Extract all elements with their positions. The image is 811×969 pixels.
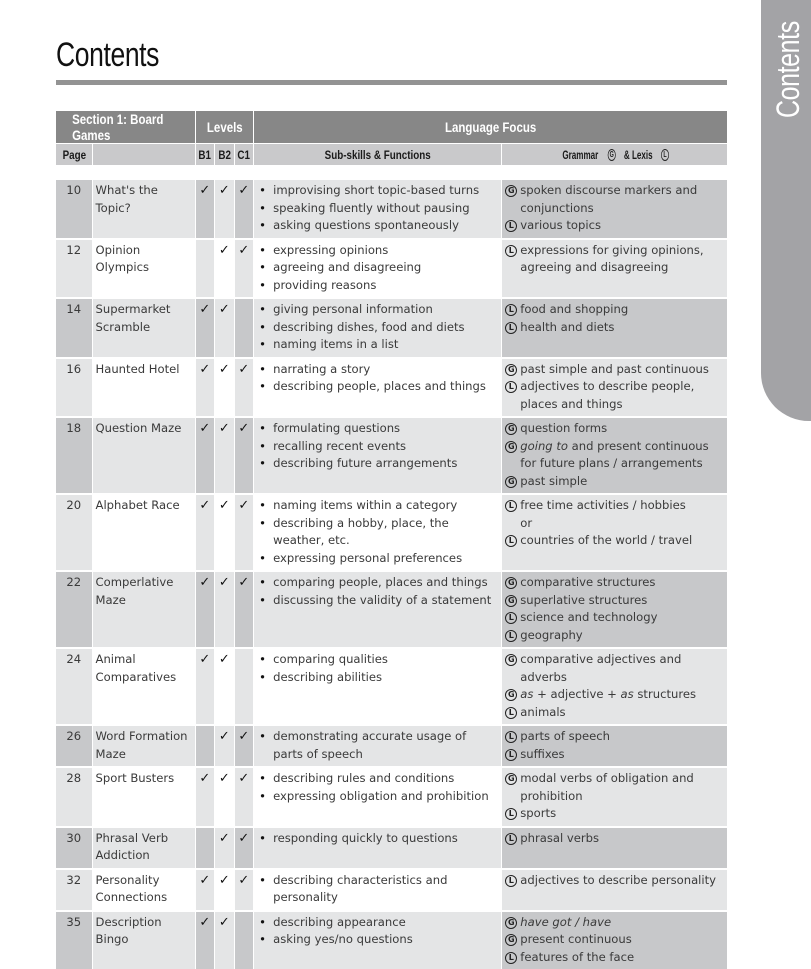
grammar-lexis-cell — [502, 869, 727, 911]
level-c1-cell — [234, 911, 254, 969]
grammar-mark-icon: G — [505, 423, 517, 435]
grammar-item: G as + adjective + as structures — [505, 686, 724, 704]
grammar-mark-icon: G — [505, 595, 517, 607]
lexis-item: L geography — [505, 627, 724, 645]
level-c1-cell — [234, 239, 254, 299]
page-number: 20 — [56, 494, 92, 571]
header-gap — [56, 166, 727, 179]
checkmark-icon: ✓ — [199, 183, 210, 198]
lexis-item: L countries of the world / travel — [505, 532, 724, 550]
subskill-item: • naming items in a list — [273, 336, 498, 354]
subskill-item: • comparing people, places and things — [273, 574, 498, 592]
level-b1-cell — [195, 239, 215, 299]
lexis-mark-icon: L — [505, 220, 517, 232]
grammar-lexis-cell — [502, 494, 727, 571]
lexis-item: L features of the face — [505, 949, 724, 967]
subskill-item: • expressing opinions — [273, 242, 498, 260]
subskills-cell — [254, 417, 502, 494]
table-row — [56, 494, 727, 571]
lexis-item: L health and diets — [505, 319, 724, 337]
grammar-item: G comparative structures — [505, 574, 724, 592]
checkmark-icon: ✓ — [219, 873, 230, 888]
subskill-item: • describing abilities — [273, 669, 498, 687]
b2-column-header: B2 — [215, 144, 235, 167]
c1-column-header: C1 — [234, 144, 254, 167]
level-b2-cell — [215, 179, 235, 239]
lexis-item: L food and shopping — [505, 301, 724, 319]
checkmark-icon: ✓ — [219, 575, 230, 590]
page-number: 35 — [56, 911, 92, 969]
subskills-cell — [254, 494, 502, 571]
grammar-item: G spoken discourse markers and conjunctions — [505, 182, 724, 217]
table-row — [56, 648, 727, 725]
lexis-mark-icon: L — [505, 875, 517, 887]
table-row — [56, 767, 727, 827]
checkmark-icon: ✓ — [238, 421, 249, 436]
checkmark-icon: ✓ — [219, 302, 230, 317]
lexis-item: L science and technology — [505, 609, 724, 627]
lexis-mark-icon: L — [661, 149, 669, 161]
level-b2-cell — [215, 648, 235, 725]
table-row — [56, 827, 727, 869]
subskill-item: • describing future arrangements — [273, 455, 498, 473]
checkmark-icon: ✓ — [219, 729, 230, 744]
subskill-item: • improvising short topic-based turns — [273, 182, 498, 200]
lexis-mark-icon: L — [505, 749, 517, 761]
grammar-lexis-cell — [502, 239, 727, 299]
table-row — [56, 179, 727, 239]
level-c1-cell — [234, 358, 254, 418]
side-tab-label — [770, 68, 807, 118]
lexis-mark-icon: L — [505, 630, 517, 642]
grammar-lexis-cell — [502, 298, 727, 358]
grammar-mark-icon: G — [505, 364, 517, 376]
table-row — [56, 571, 727, 648]
header-row-main — [56, 111, 727, 144]
table-row — [56, 358, 727, 418]
subskill-item: • recalling recent events — [273, 438, 498, 456]
lexis-item: L animals — [505, 704, 724, 722]
checkmark-icon: ✓ — [219, 831, 230, 846]
page-number: 12 — [56, 239, 92, 299]
subskill-item: • agreeing and disagreeing — [273, 259, 498, 277]
lexis-mark-icon: L — [505, 304, 517, 316]
page-number: 32 — [56, 869, 92, 911]
subskill-item: • describing characteristics and personality — [273, 872, 498, 907]
header-row-sub — [56, 144, 727, 167]
checkmark-icon: ✓ — [199, 362, 210, 377]
checkmark-icon: ✓ — [219, 915, 230, 930]
lexis-mark-icon: L — [505, 612, 517, 624]
grammar-lexis-cell — [502, 571, 727, 648]
lexis-mark-icon: L — [505, 381, 517, 393]
level-b1-cell — [195, 417, 215, 494]
subskills-cell — [254, 911, 502, 969]
lexis-item: L parts of speech — [505, 728, 724, 746]
level-b2-cell — [215, 911, 235, 969]
page-column-header: Page — [56, 144, 92, 167]
checkmark-icon: ✓ — [219, 498, 230, 513]
checkmark-icon: ✓ — [199, 421, 210, 436]
grammar-lexis-cell — [502, 911, 727, 969]
level-b2-cell — [215, 358, 235, 418]
grammar-mark-icon: G — [607, 149, 615, 161]
activity-title: Word Formation Maze — [92, 725, 195, 767]
subskills-cell — [254, 298, 502, 358]
grammar-mark-icon: G — [505, 654, 517, 666]
levels-header: Levels — [195, 111, 254, 144]
lexis-item: L adjectives to describe personality — [505, 872, 724, 890]
grammar-lexis-cell — [502, 767, 727, 827]
activity-title: Description Bingo — [92, 911, 195, 969]
page-number: 14 — [56, 298, 92, 358]
grammar-item: G past simple and past continuous — [505, 361, 724, 379]
grammar-mark-icon: G — [505, 917, 517, 929]
subskills-column-header: Sub-skills & Functions — [254, 144, 502, 167]
lexis-mark-icon: L — [505, 952, 517, 964]
level-b1-cell — [195, 725, 215, 767]
lexis-mark-icon: L — [505, 500, 517, 512]
subskill-item: • describing people, places and things — [273, 378, 498, 396]
level-c1-cell — [234, 571, 254, 648]
subskills-cell — [254, 358, 502, 418]
grammar-lexis-cell — [502, 179, 727, 239]
activity-title: Haunted Hotel — [92, 358, 195, 418]
table-row — [56, 869, 727, 911]
lexis-mark-icon: L — [505, 707, 517, 719]
lexis-mark-icon: L — [505, 808, 517, 820]
contents-rows — [56, 179, 727, 969]
checkmark-icon: ✓ — [199, 915, 210, 930]
checkmark-icon: ✓ — [199, 771, 210, 786]
grammar-item: G present continuous — [505, 931, 724, 949]
table-row — [56, 239, 727, 299]
activity-title: Supermarket Scramble — [92, 298, 195, 358]
page-title: Contents — [56, 36, 159, 75]
checkmark-icon: ✓ — [238, 729, 249, 744]
lexis-mark-icon: L — [505, 731, 517, 743]
lexis-item: L expressions for giving opinions, agreeing and disagreeing — [505, 242, 724, 277]
subskill-item: • asking yes/no questions — [273, 931, 498, 949]
grammar-lexis-cell — [502, 358, 727, 418]
level-b1-cell — [195, 494, 215, 571]
lexis-mark-icon: L — [505, 322, 517, 334]
checkmark-icon: ✓ — [199, 302, 210, 317]
grammar-mark-icon: G — [505, 934, 517, 946]
checkmark-icon: ✓ — [199, 575, 210, 590]
subskill-item: • narrating a story — [273, 361, 498, 379]
level-b2-cell — [215, 571, 235, 648]
subskill-item: • expressing personal preferences — [273, 550, 498, 568]
grammar-item: G question forms — [505, 420, 724, 438]
subskills-cell — [254, 571, 502, 648]
grammar-lexis-cell — [502, 648, 727, 725]
level-b1-cell — [195, 767, 215, 827]
subskill-item: • formulating questions — [273, 420, 498, 438]
level-b1-cell — [195, 911, 215, 969]
b1-column-header: B1 — [195, 144, 215, 167]
subskills-cell — [254, 725, 502, 767]
activity-title: Question Maze — [92, 417, 195, 494]
table-row — [56, 298, 727, 358]
activity-title: What's the Topic? — [92, 179, 195, 239]
subskill-item: • giving personal information — [273, 301, 498, 319]
page-number: 16 — [56, 358, 92, 418]
subskill-item: • describing rules and conditions — [273, 770, 498, 788]
checkmark-icon: ✓ — [238, 831, 249, 846]
subskill-item: • comparing qualities — [273, 651, 498, 669]
page-number: 10 — [56, 179, 92, 239]
activity-title: Sport Busters — [92, 767, 195, 827]
lexis-item: L various topics — [505, 217, 724, 235]
grammar-mark-icon: G — [505, 689, 517, 701]
lexis-mark-icon: L — [505, 245, 517, 257]
level-b1-cell — [195, 648, 215, 725]
checkmark-icon: ✓ — [199, 652, 210, 667]
subskill-item: • describing appearance — [273, 914, 498, 932]
checkmark-icon: ✓ — [238, 362, 249, 377]
lexis-item: L phrasal verbs — [505, 830, 724, 848]
checkmark-icon: ✓ — [238, 498, 249, 513]
activity-title: Alphabet Race — [92, 494, 195, 571]
page-number: 24 — [56, 648, 92, 725]
checkmark-icon: ✓ — [238, 771, 249, 786]
lexis-mark-icon: L — [505, 535, 517, 547]
page-number: 22 — [56, 571, 92, 648]
checkmark-icon: ✓ — [219, 421, 230, 436]
table-row — [56, 725, 727, 767]
checkmark-icon: ✓ — [219, 243, 230, 258]
checkmark-icon: ✓ — [238, 183, 249, 198]
level-b1-cell — [195, 179, 215, 239]
level-b1-cell — [195, 298, 215, 358]
subskills-cell — [254, 869, 502, 911]
language-focus-header: Language Focus — [254, 111, 727, 144]
level-c1-cell — [234, 298, 254, 358]
lexis-item: L free time activities / hobbies — [505, 497, 724, 515]
table-row — [56, 911, 727, 969]
checkmark-icon: ✓ — [219, 362, 230, 377]
level-c1-cell — [234, 767, 254, 827]
grammar-item: G going to and present continuous for future plans / arrangements — [505, 438, 724, 473]
checkmark-icon: ✓ — [238, 243, 249, 258]
grammar-lexis-cell — [502, 417, 727, 494]
level-c1-cell — [234, 179, 254, 239]
checkmark-icon: ✓ — [219, 652, 230, 667]
subskill-item: • responding quickly to questions — [273, 830, 498, 848]
level-b2-cell — [215, 827, 235, 869]
grammar-mark-icon: G — [505, 577, 517, 589]
activity-title: Opinion Olympics — [92, 239, 195, 299]
subskill-item: • expressing obligation and prohibition — [273, 788, 498, 806]
subskills-cell — [254, 767, 502, 827]
subskills-cell — [254, 648, 502, 725]
level-b1-cell — [195, 869, 215, 911]
contents-table — [56, 111, 727, 969]
checkmark-icon: ✓ — [199, 873, 210, 888]
activity-title: Phrasal Verb Addiction — [92, 827, 195, 869]
subskill-item: • describing dishes, food and diets — [273, 319, 498, 337]
grammar-item: G comparative adjectives and adverbs — [505, 651, 724, 686]
page-number: 30 — [56, 827, 92, 869]
grammar-lexis-cell — [502, 827, 727, 869]
checkmark-icon: ✓ — [238, 575, 249, 590]
activity-title: Comperlative Maze — [92, 571, 195, 648]
section-header: Section 1: Board Games — [56, 111, 195, 144]
subskill-item: • providing reasons — [273, 277, 498, 295]
subskills-cell — [254, 827, 502, 869]
level-b2-cell — [215, 239, 235, 299]
subskill-item: • naming items within a category — [273, 497, 498, 515]
grammar-item: G modal verbs of obligation and prohibition — [505, 770, 724, 805]
level-b1-cell — [195, 358, 215, 418]
lexis-item: L sports — [505, 805, 724, 823]
subskill-item: • discussing the validity of a statement — [273, 592, 498, 610]
activity-title: Animal Comparatives — [92, 648, 195, 725]
level-c1-cell — [234, 869, 254, 911]
subskill-item: • speaking fluently without pausing — [273, 200, 498, 218]
level-c1-cell — [234, 494, 254, 571]
level-b1-cell — [195, 827, 215, 869]
level-b2-cell — [215, 298, 235, 358]
level-b1-cell — [195, 571, 215, 648]
checkmark-icon: ✓ — [199, 498, 210, 513]
level-b2-cell — [215, 725, 235, 767]
grammar-mark-icon: G — [505, 441, 517, 453]
grammar-mark-icon: G — [505, 476, 517, 488]
subskill-item: • asking questions spontaneously — [273, 217, 498, 235]
level-b2-cell — [215, 767, 235, 827]
level-c1-cell — [234, 648, 254, 725]
level-b2-cell — [215, 417, 235, 494]
level-c1-cell — [234, 725, 254, 767]
level-c1-cell — [234, 417, 254, 494]
lexis-mark-icon: L — [505, 833, 517, 845]
subskills-cell — [254, 179, 502, 239]
grammar-lexis-column-header: Grammar G & Lexis L — [502, 144, 727, 167]
page-number: 26 — [56, 725, 92, 767]
lexis-item: L suffixes — [505, 746, 724, 764]
title-divider — [56, 80, 727, 85]
subskills-cell — [254, 239, 502, 299]
page-number: 18 — [56, 417, 92, 494]
level-b2-cell — [215, 494, 235, 571]
or-separator: or — [505, 515, 724, 533]
checkmark-icon: ✓ — [219, 183, 230, 198]
level-c1-cell — [234, 827, 254, 869]
grammar-item: G have got / have — [505, 914, 724, 932]
grammar-item: G past simple — [505, 473, 724, 491]
activity-title: Personality Connections — [92, 869, 195, 911]
subskill-item: • demonstrating accurate usage of parts of speech — [273, 728, 498, 763]
lexis-item: L adjectives to describe people, places and things — [505, 378, 724, 413]
subskill-item: • describing a hobby, place, the weather, etc. — [273, 515, 498, 550]
checkmark-icon: ✓ — [238, 873, 249, 888]
grammar-item: G superlative structures — [505, 592, 724, 610]
grammar-mark-icon: G — [505, 773, 517, 785]
checkmark-icon: ✓ — [219, 771, 230, 786]
page-number: 28 — [56, 767, 92, 827]
table-row — [56, 417, 727, 494]
title-column-header — [92, 144, 195, 167]
level-b2-cell — [215, 869, 235, 911]
side-tab-text: Contents — [770, 21, 807, 118]
grammar-mark-icon: G — [505, 185, 517, 197]
grammar-lexis-cell — [502, 725, 727, 767]
